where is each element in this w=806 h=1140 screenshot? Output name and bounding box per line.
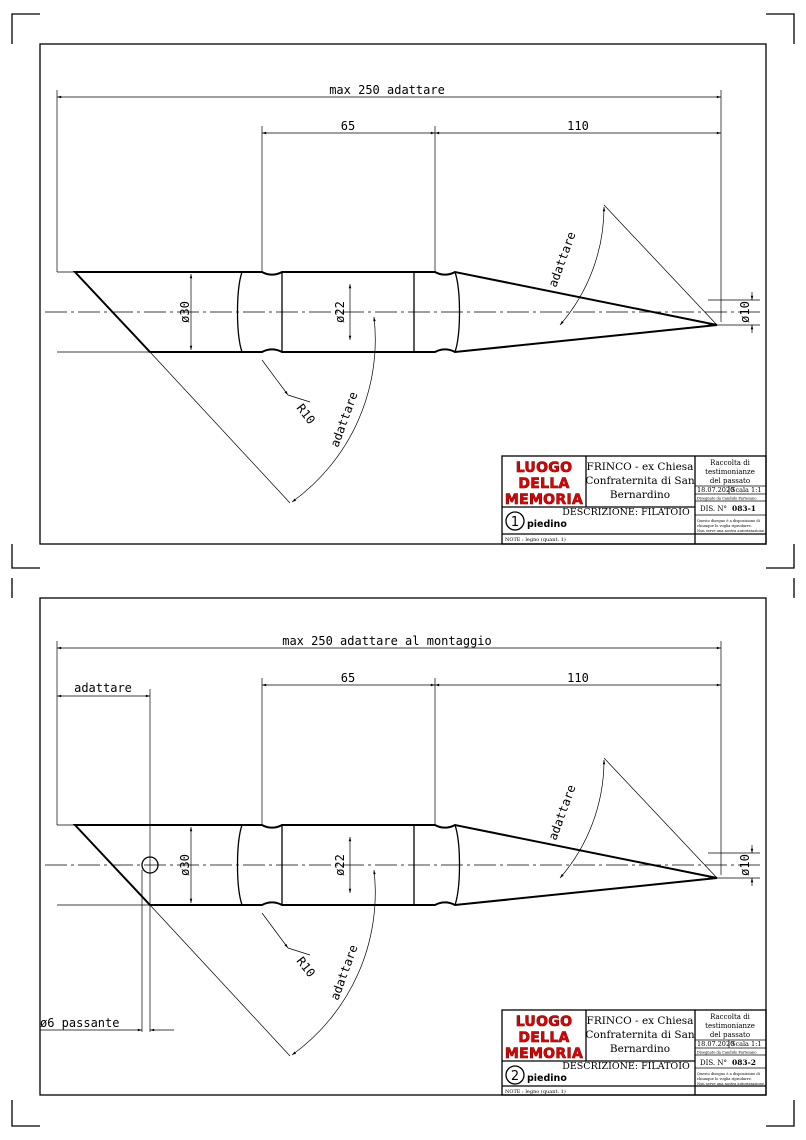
date: 18.07.2020 (697, 486, 735, 494)
title-block (502, 456, 766, 544)
angle-top-label: adattare (545, 229, 579, 290)
scale: Scala 1:1 (731, 1040, 762, 1048)
angle-bottom-label: adattare (327, 942, 361, 1003)
radius-label: R10 (293, 954, 319, 980)
drawn-by: Disegnato da Candido Partesano (697, 1050, 757, 1055)
place-line-1: FRINCO - ex Chiesa (586, 1015, 694, 1027)
angle-dimension-bottom (150, 317, 375, 503)
collection-line-1: Raccolta di (710, 459, 750, 467)
diameter-22-label: ø22 (333, 854, 347, 876)
logo-line-1: LUOGO (515, 460, 573, 476)
collection-line-2: testimonianze (705, 468, 755, 476)
dimension-65-label: 65 (340, 671, 356, 685)
part-name: piedino (527, 519, 567, 530)
drawing-number: 083-1 (732, 504, 756, 513)
dimension-110-label: 110 (567, 119, 589, 133)
logo-line-3: MEMORIA (504, 492, 584, 508)
drawing-number: 083-2 (732, 1058, 756, 1067)
note: NOTE : legno (quant. 1) (505, 537, 566, 543)
drawing-number-label: DIS. N° (700, 1059, 727, 1067)
diameter-22-label: ø22 (333, 301, 347, 323)
hole-dimension (40, 870, 174, 1032)
copyright-line-2: chiunque lo voglia riprodurre. (697, 1077, 752, 1081)
sheet-1 (40, 44, 766, 544)
copyright-line-2: chiunque lo voglia riprodurre. (697, 524, 752, 528)
diameter-30-label: ø30 (178, 301, 192, 323)
radius-label: R10 (293, 401, 319, 427)
segment-dimensions (262, 671, 721, 825)
title-block (502, 1010, 766, 1095)
description: DESCRIZIONE: FILATOIO (562, 1061, 690, 1072)
copyright-line-3: Non serve una nostra autorizzazione. (697, 1082, 766, 1086)
radius-dimension (262, 360, 318, 427)
place-line-2: Confraternita di San (585, 475, 695, 487)
diameter-10-label: ø10 (738, 301, 752, 323)
place-line-3: Bernardino (609, 489, 671, 501)
dimension-65-label: 65 (340, 119, 356, 133)
diameter-10-label: ø10 (738, 854, 752, 876)
description: DESCRIZIONE: FILATOIO (562, 507, 690, 518)
logo-line-2: DELLA (518, 476, 570, 492)
overall-dimension (57, 634, 721, 875)
place-line-3: Bernardino (609, 1043, 671, 1055)
part-number: 1 (510, 515, 520, 530)
collection-line-3: del passato (709, 1031, 751, 1039)
overall-dimension-label: max 250 adattare al montaggio (282, 634, 492, 648)
dimension-110-label: 110 (567, 671, 589, 685)
overall-dimension-label: max 250 adattare (329, 83, 445, 97)
crop-marks (12, 14, 794, 1126)
note: NOTE : legno (quant. 1) (505, 1089, 566, 1095)
part-number: 2 (510, 1069, 520, 1084)
overall-dimension (57, 83, 721, 322)
collection-line-3: del passato (709, 477, 751, 485)
logo-line-3: MEMORIA (504, 1046, 584, 1062)
diameter-30-label: ø30 (178, 854, 192, 876)
angle-bottom-label: adattare (327, 389, 361, 450)
angle-top-label: adattare (545, 782, 579, 843)
copyright-line-1: Questo disegno è a disposizione di (697, 519, 760, 523)
place-line-1: FRINCO - ex Chiesa (586, 461, 694, 473)
part-name: piedino (527, 1073, 567, 1084)
drawn-by: Disegnato da Candido Partesano (697, 496, 757, 501)
drawing-number-label: DIS. N° (700, 505, 727, 513)
adattare-left-label: adattare (74, 681, 132, 695)
hole-label: ø6 passante (40, 1016, 120, 1030)
logo-line-2: DELLA (518, 1030, 570, 1046)
scale: Scala 1:1 (731, 486, 762, 494)
segment-dimensions (262, 119, 721, 272)
copyright-line-3: Non serve una nostra autorizzazione. (697, 529, 766, 533)
logo-line-1: LUOGO (515, 1014, 573, 1030)
collection-line-2: testimonianze (705, 1022, 755, 1030)
angle-dimension-bottom (150, 870, 375, 1056)
collection-line-1: Raccolta di (710, 1013, 750, 1021)
date: 18.07.2020 (697, 1040, 735, 1048)
radius-dimension (262, 913, 318, 980)
place-line-2: Confraternita di San (585, 1029, 695, 1041)
copyright-line-1: Questo disegno è a disposizione di (697, 1072, 760, 1076)
sheet-2 (40, 598, 766, 1095)
